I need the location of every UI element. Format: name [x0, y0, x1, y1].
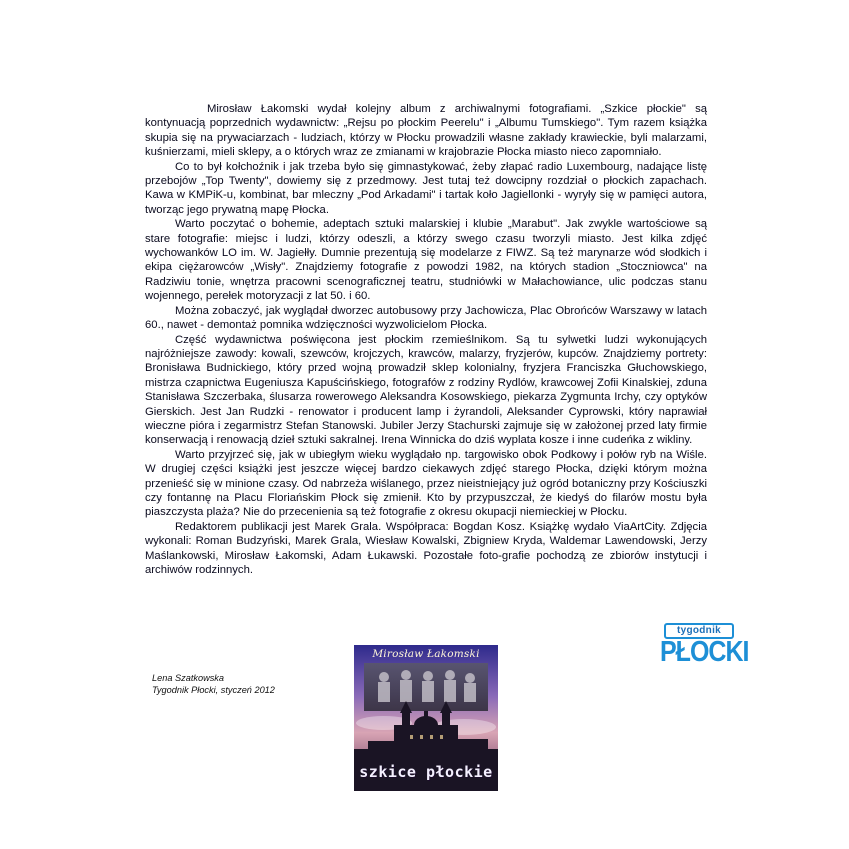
- article-paragraph-6: Warto przyjrzeć się, jak w ubiegłym wieku wyglądało np. targowisko obok Podkowy i połów ryb na Wiśle. W drugiej części książki jest jeszcze więcej bardzo ciekawych zdjęć starego Płocka, dzięki którym można przenieść się w minione czasy. Od nabrzeża wiślanego, przez nieistniejący już ogród botaniczny przy Kościuszki czy fontannę na Placu Floriańskim Płock się zmienił. Kto by przypuszczał, że kiedyś do filarów mostu była piaszczysta plaża? Nie do przecenienia są też fotografie z okresu okupacji niemieckiej w Płocku.: [145, 448, 707, 519]
- article-paragraph-5: Część wydawnictwa poświęcona jest płockim rzemieślnikom. Są tu sylwetki ludzi wykonujących najróżniejsze zawody: kowali, szewców, krojczych, krawców, malarzy, fryzjerów, kupców. Znajdziemy portrety: Bronisława Budnickiego, który przed wojną prowadził sklep kolonialny, fryzjera Franciszka Głuchowskiego, mistrza czapnictwa Eugeniusza Kapuścińskiego, fotografów z rodziny Rydlów, krawcowej Zofii Kinalskiej, zduna Stanisława Szczerbaka, ślusarza rowerowego Aleksandra Kosowskiego, piekarza Zygmunta Irchy, czy optyków Gierskich. Jest Jan Rudzki - renowator i producent lamp i żyrandoli, Aleksander Cyprowski, który naprawiał wieczne pióra i zegarmistrz Stefan Stanowski. Jubiler Jerzy Stachurski zajmuje się w założonej przed laty firmie konserwacją i renowacją dzieł sztuki sakralnej. Irena Winnicka do dziś wyplata kosze i inne cudeńka z wikliny.: [145, 333, 707, 447]
- article-paragraph-7: Redaktorem publikacji jest Marek Grala. Współpraca: Bogdan Kosz. Książkę wydało ViaArtCity. Zdjęcia wykonali: Roman Budzyński, Marek Grala, Wiesław Kowalski, Zbigniew Kryda, Waldemar Lawendowski, Jerzy Maślankowski, Mirosław Łakomski, Adam Łukawski. Pozostałe foto-grafie pochodzą ze zbiorów instytucji i archiwów rodzinnych.: [145, 520, 707, 576]
- signature-author: Lena Szatkowska: [152, 673, 225, 683]
- cover-title-text: szkice płockie: [359, 763, 493, 781]
- article-paragraph-4: Można zobaczyć, jak wyglądał dworzec autobusowy przy Jachowicza, Plac Obrońców Warszawy w latach 60., nawet - demontaż pomnika wdzięczności wyzwolicielom Płocka.: [145, 304, 707, 332]
- tygodnik-plocki-logo: [660, 623, 749, 669]
- logo-top-text: tygodnik: [664, 623, 734, 639]
- article-paragraph-1: Mirosław Łakomski wydał kolejny album z archiwalnymi fotografiami. „Szkice płockie" są kontynuacją poprzednich wydawnictw: „Rejsu po płockim Peerelu" i „Albumu Tumskiego". Tym razem książka skupia się na prywaciarzach - ludziach, którzy w Płocku prowadzili własne zakłady krawieckie, byli malarzami, kuśnierzami, mieli sklepy, a o których wraz ze zmianami w krajobrazie Płocka miasto nieco zapomniało.: [145, 103, 707, 159]
- signature-source: Tygodnik Płocki, styczeń 2012: [152, 685, 275, 695]
- article-signature: [152, 672, 352, 696]
- article-body: [145, 102, 707, 577]
- article-paragraph-2: Co to był kołchoźnik i jak trzeba było się gimnastykować, żeby złapać radio Luxembourg, nadające listę przebojów „Top Twenty", dowiemy się z przedmowy. Jest tutaj też dowcipny rozdział o płockich zapachach. Kawa w KMPiK-u, kombinat, bar mleczny „Pod Arkadami" i tartak koło Jagiellonki - wyryły się w pamięci autora, tworząc jego prywatną mapę Płocka.: [145, 160, 707, 216]
- book-cover-image: [354, 645, 498, 791]
- cover-author-text: Mirosław Łakomski: [372, 648, 480, 660]
- logo-main-text: PŁOCKI: [660, 635, 749, 669]
- article-paragraph-3: Warto poczytać o bohemie, adeptach sztuki malarskiej i klubie „Marabut". Jak zwykle wartościowe są stare fotografie: miejsc i ludzi, którzy odeszli, a którzy swego czasu tworzyli miasto. Jest kilka zdjęć wychowanków LO im. W. Jagiełły. Dumnie prezentują się modelarze z FIWZ. Są też marynarze wód słodkich i ekipa ciężarowców „Wisły". Znajdziemy fotografie z powodzi 1982, na których stadion „Stoczniowca" na Radziwiu tonie, wnętrza pracowni scenograficznej teatru, studniówki w Małachowiance, ulic podczas stanu wojennego, perełek motoryzacji z lat 50. i 60.: [145, 218, 707, 303]
